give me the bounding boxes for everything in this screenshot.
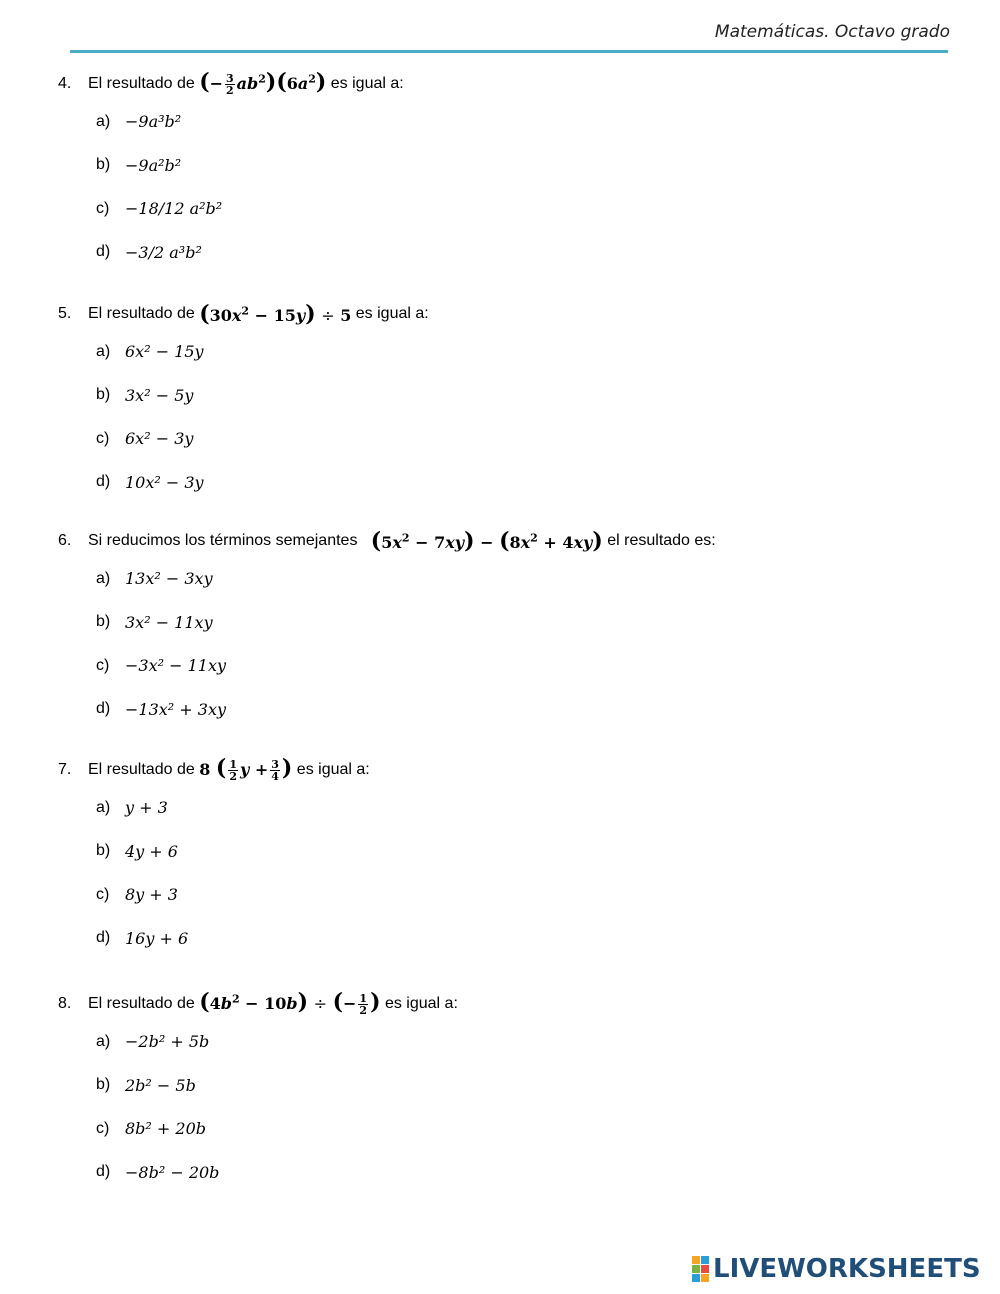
question-stem: [58, 298, 958, 330]
liveworksheets-logo[interactable]: [692, 1254, 981, 1284]
page-header-title: Matemáticas. Octavo grado: [714, 22, 950, 42]
option-letter: a): [96, 569, 111, 587]
option-text: −18/12 a²b²: [125, 199, 223, 219]
option-letter: a): [96, 798, 111, 816]
logo-mark-square: [692, 1265, 700, 1273]
options-list: [96, 786, 958, 960]
option-text: 2b² − 5b: [125, 1075, 196, 1095]
option-text: −13x² + 3xy: [125, 699, 227, 719]
option-c[interactable]: [96, 417, 958, 461]
option-c[interactable]: [96, 187, 958, 231]
option-letter: a): [96, 342, 111, 360]
option-b[interactable]: [96, 830, 958, 874]
option-d[interactable]: [96, 461, 958, 505]
option-text: 16y + 6: [125, 928, 189, 948]
option-a[interactable]: [96, 330, 958, 374]
option-letter: c): [96, 656, 110, 674]
option-letter: c): [96, 199, 110, 217]
question-number: 4.: [58, 75, 72, 92]
option-a[interactable]: [96, 557, 958, 601]
question-suffix: es igual a:: [355, 305, 429, 322]
option-b[interactable]: [96, 1064, 958, 1108]
question-number: 5.: [58, 305, 72, 322]
question-expression: $(30x^2 - 15y) \div 5$: [199, 301, 352, 327]
question-stem: [58, 68, 958, 100]
option-text: −3x² − 11xy: [125, 656, 227, 676]
logo-mark-square: [701, 1265, 709, 1273]
options-list: [96, 1020, 958, 1194]
option-text: −9a²b²: [125, 155, 182, 175]
question-prefix: El resultado de: [88, 75, 195, 92]
option-text: 3x² − 11xy: [125, 612, 213, 632]
option-c[interactable]: [96, 1107, 958, 1151]
option-text: −2b² + 5b: [125, 1032, 210, 1052]
question-expression: $(4b^2 - 10b)$ ÷ (− $\frac{1}{2}$ ): [199, 989, 381, 1018]
options-list: [96, 557, 958, 731]
question-6: [58, 525, 958, 731]
option-text: 8b² + 20b: [125, 1119, 207, 1139]
question-suffix: es igual a:: [296, 761, 370, 778]
question-number: 6.: [58, 532, 72, 549]
option-c[interactable]: [96, 873, 958, 917]
question-stem: [58, 988, 958, 1020]
question-7: [58, 754, 958, 960]
logo-mark-square: [701, 1256, 709, 1264]
question-prefix: El resultado de: [88, 305, 195, 322]
option-letter: b): [96, 386, 111, 404]
logo-text: LIVEWORKSHEETS: [713, 1254, 981, 1284]
option-d[interactable]: [96, 1151, 958, 1195]
question-suffix: es igual a:: [384, 995, 458, 1012]
option-letter: b): [96, 1076, 111, 1094]
question-expression: (− $\frac{3}{2}$ $ab^2)(6a^2)$: [199, 69, 327, 98]
option-letter: c): [96, 1119, 110, 1137]
option-letter: d): [96, 700, 111, 718]
option-letter: b): [96, 613, 111, 631]
option-letter: d): [96, 243, 111, 261]
option-a[interactable]: [96, 100, 958, 144]
question-8: [58, 988, 958, 1194]
option-text: 8y + 3: [125, 885, 178, 905]
question-number: 7.: [58, 761, 72, 778]
question-prefix: El resultado de: [88, 761, 195, 778]
option-letter: b): [96, 156, 111, 174]
option-text: 10x² − 3y: [125, 472, 204, 492]
option-text: −9a³b²: [125, 112, 182, 132]
option-d[interactable]: [96, 231, 958, 275]
option-text: 13x² − 3xy: [125, 569, 213, 589]
options-list: [96, 330, 958, 504]
option-letter: a): [96, 1032, 111, 1050]
question-suffix: es igual a:: [330, 75, 404, 92]
option-b[interactable]: [96, 374, 958, 418]
option-b[interactable]: [96, 601, 958, 645]
option-text: −8b² − 20b: [125, 1162, 220, 1182]
option-c[interactable]: [96, 644, 958, 688]
option-a[interactable]: [96, 786, 958, 830]
option-letter: b): [96, 842, 111, 860]
option-d[interactable]: [96, 917, 958, 961]
logo-mark-square: [692, 1256, 700, 1264]
option-a[interactable]: [96, 1020, 958, 1064]
question-stem: [58, 525, 958, 557]
header-divider: [70, 50, 948, 53]
option-text: y + 3: [125, 798, 168, 818]
option-text: 3x² − 5y: [125, 385, 194, 405]
logo-mark-icon: [692, 1256, 709, 1282]
option-letter: d): [96, 1163, 111, 1181]
option-letter: a): [96, 112, 111, 130]
question-number: 8.: [58, 995, 72, 1012]
option-letter: c): [96, 885, 110, 903]
option-text: 6x² − 15y: [125, 342, 204, 362]
question-5: [58, 298, 958, 504]
question-expression: $(5x^2 - 7xy) - (8x^2 + 4xy)$: [370, 528, 603, 554]
option-letter: d): [96, 473, 111, 491]
logo-mark-square: [692, 1274, 700, 1282]
question-prefix: El resultado de: [88, 995, 195, 1012]
option-b[interactable]: [96, 144, 958, 188]
question-prefix: Si reducimos los términos semejantes: [88, 532, 358, 549]
question-stem: [58, 754, 958, 786]
option-d[interactable]: [96, 688, 958, 732]
question-expression: 8 ( $\frac{1}{2}$ y + $\frac{3}{4}$ ): [199, 755, 293, 784]
logo-mark-square: [701, 1274, 709, 1282]
options-list: [96, 100, 958, 274]
option-letter: c): [96, 429, 110, 447]
question-4: [58, 68, 958, 274]
option-text: 4y + 6: [125, 841, 178, 861]
option-text: −3/2 a³b²: [125, 242, 202, 262]
option-letter: d): [96, 929, 111, 947]
question-suffix: el resultado es:: [607, 532, 716, 549]
option-text: 6x² − 3y: [125, 429, 194, 449]
